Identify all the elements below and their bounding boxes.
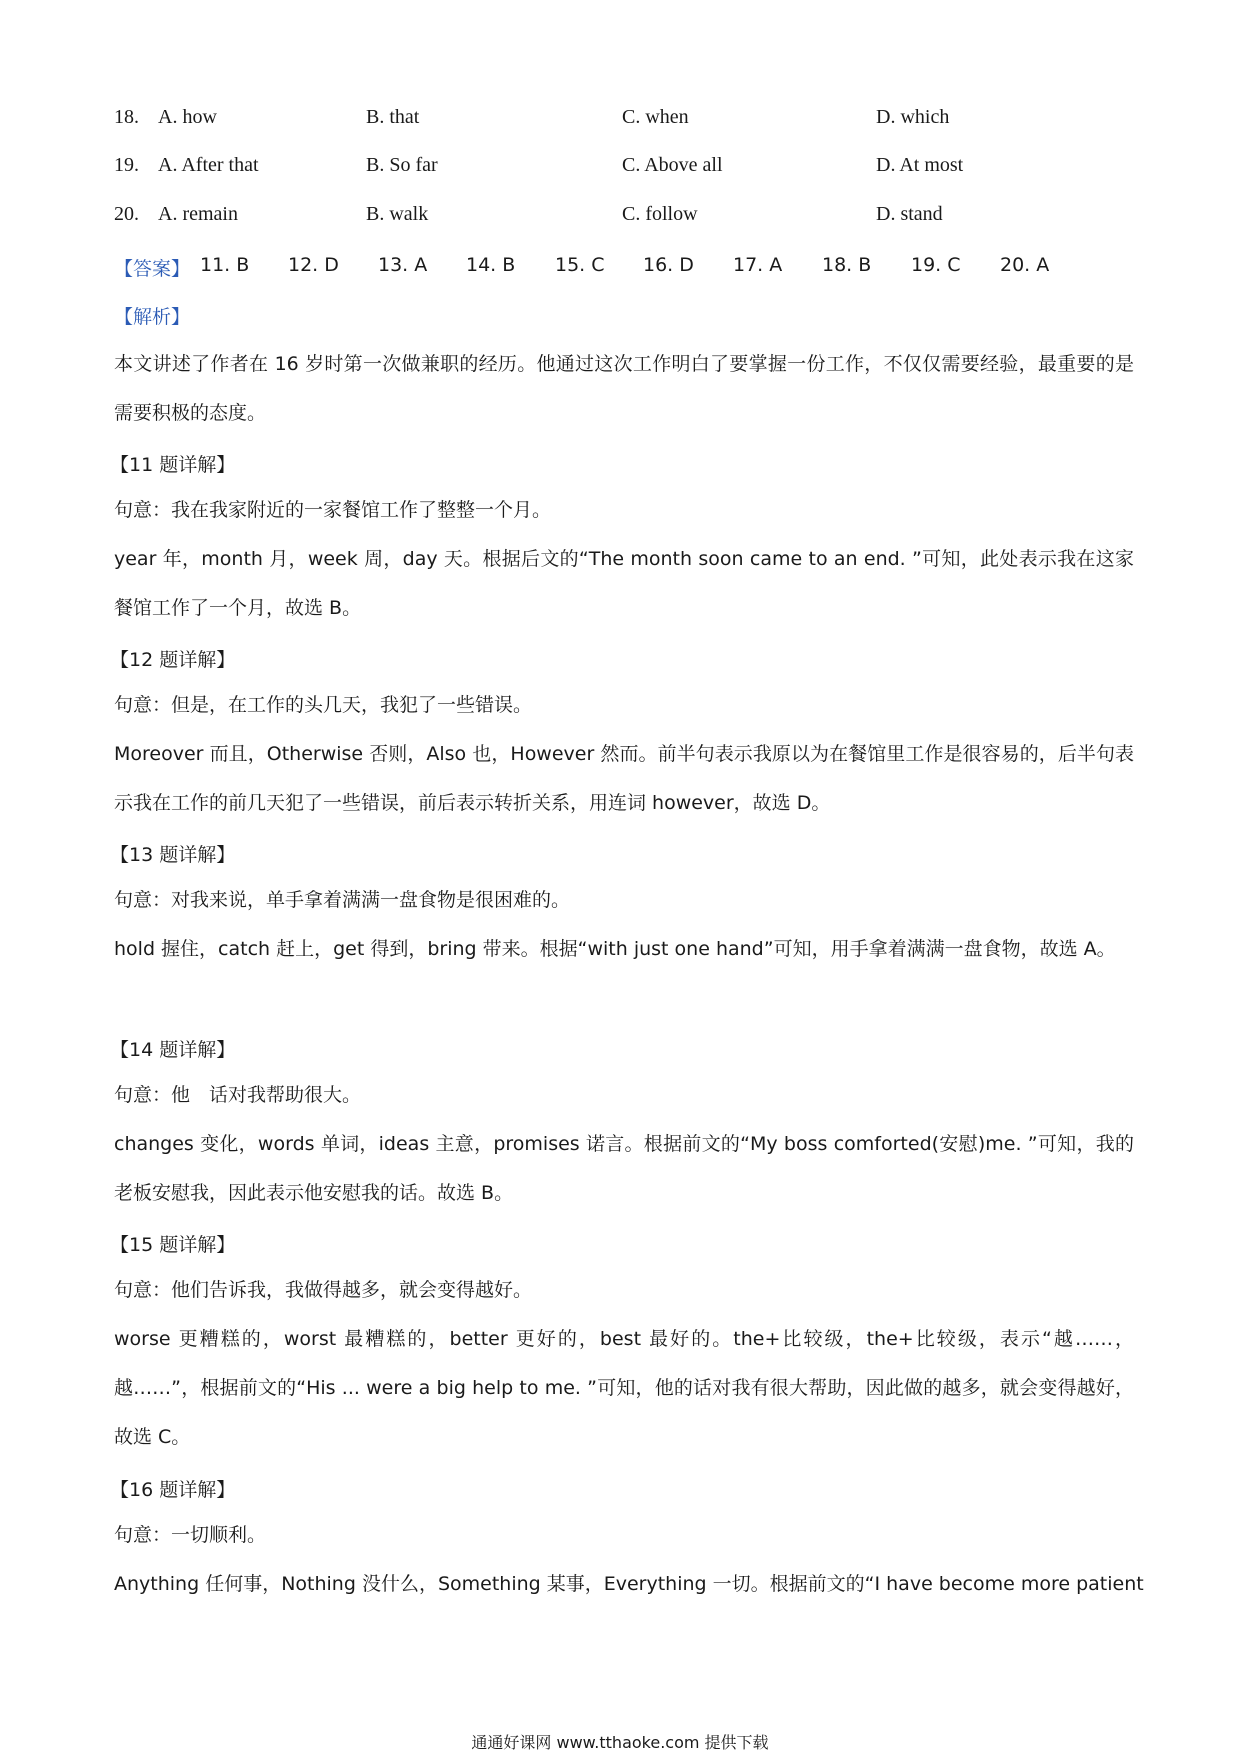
explanation-15: worse 更糟糕的，worst 最糟糕的，better 更好的，best 最好的。the+比较级，the+比较级，表示“越……，越……”，根据前文的“His ... were a big help to me. ”可知，他的话对我有很大帮助，因此做的越多，就会变得越好，故选 C。 bbox=[114, 1328, 1134, 1448]
option-d: D. stand bbox=[876, 203, 943, 225]
answer-item: 18. B bbox=[822, 254, 872, 276]
answer-item: 17. A bbox=[733, 254, 783, 276]
question-number: 19. bbox=[114, 154, 139, 176]
explanation-11: year 年，month 月，week 周，day 天。根据后文的“The month soon came to an end. ”可知，此处表示我在这家餐馆工作了一个月，故选 B。 bbox=[114, 548, 1134, 619]
sentence-meaning-14: 句意：他 话对我帮助很大。 bbox=[114, 1084, 362, 1106]
option-a: A. how bbox=[158, 106, 217, 128]
option-c: C. follow bbox=[622, 203, 698, 225]
detail-heading-13: 【13 题详解】 bbox=[110, 844, 236, 866]
option-b: B. walk bbox=[366, 203, 429, 225]
option-a: A. After that bbox=[158, 154, 259, 176]
question-number: 18. bbox=[114, 106, 139, 128]
option-row-20 bbox=[114, 203, 1134, 233]
analysis-label: 【解析】 bbox=[114, 306, 191, 328]
detail-heading-11: 【11 题详解】 bbox=[110, 454, 236, 476]
option-c: C. Above all bbox=[622, 154, 723, 176]
detail-heading-12: 【12 题详解】 bbox=[110, 649, 236, 671]
detail-heading-16: 【16 题详解】 bbox=[110, 1479, 236, 1501]
answer-item: 13. A bbox=[378, 254, 428, 276]
answer-item: 12. D bbox=[288, 254, 339, 276]
answer-row bbox=[114, 254, 1134, 284]
answer-item: 15. C bbox=[555, 254, 605, 276]
option-a: A. remain bbox=[158, 203, 238, 225]
answer-item: 20. A bbox=[1000, 254, 1050, 276]
answer-item: 11. B bbox=[200, 254, 250, 276]
answer-item: 19. C bbox=[911, 254, 961, 276]
answer-item: 14. B bbox=[466, 254, 516, 276]
summary-paragraph: 本文讲述了作者在 16 岁时第一次做兼职的经历。他通过这次工作明白了要掌握一份工作，不仅仅需要经验，最重要的是需要积极的态度。 bbox=[114, 353, 1134, 424]
option-b: B. So far bbox=[366, 154, 438, 176]
answer-item: 16. D bbox=[643, 254, 694, 276]
sentence-meaning-12: 句意：但是，在工作的头几天，我犯了一些错误。 bbox=[114, 694, 533, 716]
explanation-14: changes 变化，words 单词，ideas 主意，promises 诺言。根据前文的“My boss comforted(安慰)me. ”可知，我的老板安慰我，因此表示他安慰我的话。故选 B。 bbox=[114, 1133, 1134, 1204]
sentence-meaning-11: 句意：我在我家附近的一家餐馆工作了整整一个月。 bbox=[114, 499, 552, 521]
option-b: B. that bbox=[366, 106, 420, 128]
explanation-13: hold 握住，catch 赶上，get 得到，bring 带来。根据“with just one hand”可知，用手拿着满满一盘食物，故选 A。 bbox=[114, 938, 1116, 960]
sentence-meaning-13: 句意：对我来说，单手拿着满满一盘食物是很困难的。 bbox=[114, 889, 571, 911]
detail-heading-14: 【14 题详解】 bbox=[110, 1039, 236, 1061]
footer-credit: 通通好课网 www.tthaoke.com 提供下载 bbox=[471, 1733, 769, 1752]
option-row-18 bbox=[114, 106, 1134, 136]
detail-heading-15: 【15 题详解】 bbox=[110, 1234, 236, 1256]
option-d: D. which bbox=[876, 106, 950, 128]
explanation-16: Anything 任何事，Nothing 没什么，Something 某事，Everything 一切。根据前文的“I have become more patient bbox=[114, 1573, 1144, 1595]
question-number: 20. bbox=[114, 203, 139, 225]
option-row-19 bbox=[114, 154, 1134, 184]
sentence-meaning-15: 句意：他们告诉我，我做得越多，就会变得越好。 bbox=[114, 1279, 533, 1301]
sentence-meaning-16: 句意：一切顺利。 bbox=[114, 1524, 267, 1546]
explanation-12: Moreover 而且，Otherwise 否则，Also 也，However 然而。前半句表示我原以为在餐馆里工作是很容易的，后半句表示我在工作的前几天犯了一些错误，前后表示转折关系，用连词 however，故选 D。 bbox=[114, 743, 1134, 814]
option-c: C. when bbox=[622, 106, 689, 128]
option-d: D. At most bbox=[876, 154, 964, 176]
answer-label: 【答案】 bbox=[114, 258, 191, 280]
